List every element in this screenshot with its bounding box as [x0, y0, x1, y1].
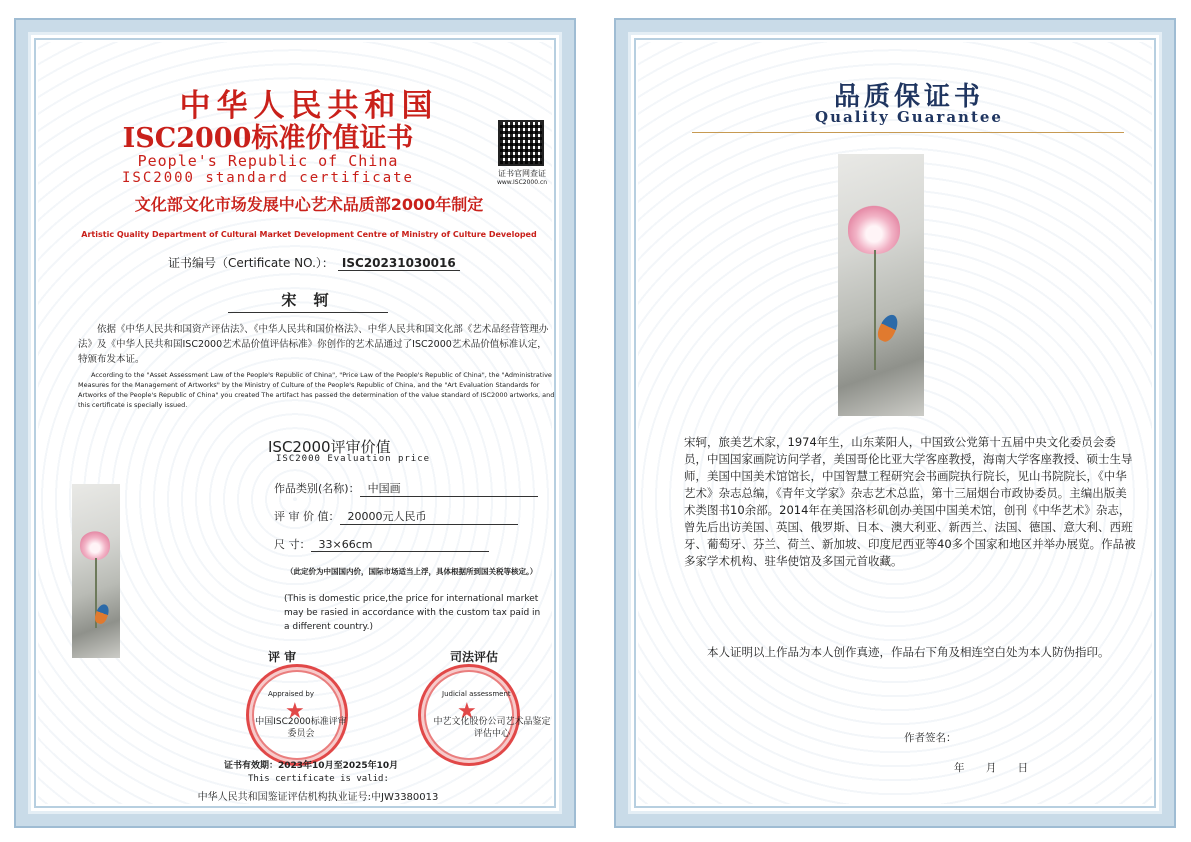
judicial-en: Judicial assessment: [442, 690, 511, 698]
field-value: 33×66cm: [311, 538, 489, 552]
appraised-by-en: Appraised by: [268, 690, 314, 698]
appraise-seal-icon: [246, 664, 348, 766]
title-cn: 中华人民共和国: [179, 88, 439, 124]
note-cn: （此定价为中国国内价，国际市场适当上浮，具体根据所到国关税等核定。）: [286, 567, 538, 576]
field-label: 评 审 价 值：: [274, 510, 340, 523]
qr-code-icon[interactable]: [498, 120, 544, 166]
signature-label: 作者签名：: [904, 732, 957, 744]
field-size: [274, 536, 489, 552]
dept-en: Artistic Quality Department of Cultural Market Development Centre of Ministry of Culture Developed: [81, 230, 537, 239]
title-en2: ISC2000 standard certificate: [121, 170, 414, 186]
field-value: 20000元人民币: [340, 508, 518, 525]
cert-number-label: 证书编号（Certificate NO.）：: [168, 256, 334, 270]
artist-biography: 宋轲，旅美艺术家，1974年生，山东莱阳人，中国致公党第十五届中央文化委员会委员，中国国家画院访问学者，美国哥伦比亚大学客座教授，海南大学客座教授、硕士生导师，美国中国美术馆馆长，中国智慧工程研究会书画院执行院长，见山书院院长，《中华艺术》杂志总编，《青年文学家》杂志艺术总监，第十三届烟台市政协委员。主编出版美术类图书10余部。2014年在美国洛杉矶创办美国中国美术馆，创刊《中华艺术》杂志，曾先后出访美国、英国、俄罗斯、日本、澳大利亚、新西兰、法国、德国、意大利、西班牙、葡萄牙、芬兰、荷兰、新加坡、印度尼西亚等40多个国家和地区并举办展览。作品被多家学术机构、驻华使馆及多国元首收藏。: [684, 435, 1136, 568]
cert-number-row: [168, 254, 460, 271]
painting-thumbnail: [72, 484, 120, 658]
eval-title-en: ISC2000 Evaluation price: [276, 454, 431, 464]
stem-icon: [874, 250, 876, 370]
kingfisher-icon: [875, 312, 901, 344]
quality-title-cn: 品质保证书: [833, 82, 984, 112]
judicial-org-cn: 中艺文化股份公司艺术品鉴定评估中心: [433, 717, 551, 739]
qr-url: www.ISC2000.cn: [496, 179, 548, 186]
field-label: 尺 寸：: [274, 538, 311, 551]
field-label: 作品类别(名称)：: [274, 482, 360, 495]
artist-name: 宋 轲: [228, 289, 388, 313]
field-price: [274, 508, 518, 525]
quality-title-en: Quality Guarantee: [815, 108, 1003, 126]
qr-caption: 证书官网查证: [498, 169, 546, 178]
judicial-label: 司法评估: [450, 650, 499, 664]
date-label: 年 月 日: [954, 762, 1029, 774]
field-category: [274, 480, 538, 497]
eval-title-cn: ISC2000评审价值: [268, 438, 391, 456]
cert-number: ISC20231030016: [338, 256, 460, 271]
lotus-icon: [848, 204, 900, 254]
title-isc: ISC2000标准价值证书: [122, 123, 414, 154]
field-value: 中国画: [360, 480, 538, 497]
license-number: 中华人民共和国鉴证评估机构执业证号:中JW3380013: [197, 792, 439, 803]
judicial-seal-icon: [418, 664, 520, 766]
certificate-right: [614, 18, 1176, 828]
lotus-icon: [80, 530, 110, 560]
star-icon: ★: [457, 699, 477, 724]
certificate-left: [14, 18, 576, 828]
star-icon: ★: [285, 699, 305, 724]
title-en1: People's Republic of China: [137, 152, 399, 170]
painting-image: [838, 154, 924, 416]
title-divider: [692, 132, 1124, 133]
note-en: (This is domestic price,the price for international market may be rasied in accordance with the custom tax paid in a different country.): [284, 594, 541, 632]
paragraph-cn: 依据《中华人民共和国资产评估法》、《中华人民共和国价格法》、中华人民共和国文化部《艺术品经营管理办法》及《中华人民共和国ISC2000艺术品价值评估标准》你创作的艺术品通过了ISC2000艺术品价值标准认定，特颁布发本证。: [78, 324, 549, 365]
appraise-label: 评 审: [268, 650, 297, 664]
paragraph-en: According to the "Asset Assessment Law of the People's Republic of China", "Price Law of the People's Republic of China", the "Administrative Measures for the Management of Artworks" by the Ministry of Culture of the People's Republic of China, and the "Art Evaluation Standards for Artworks of the People's Republic of China" you created The artifact has passed the determination of the value standard of ISC2000 artworks, and this certificate is specially issued.: [78, 371, 555, 409]
authenticity-declaration: 本人证明以上作品为本人创作真迹，作品右下角及相连空白处为本人防伪指印。: [707, 645, 1110, 659]
dept-cn: 文化部文化市场发展中心艺术品质部2000年制定: [134, 195, 484, 214]
appraise-org-cn: 中国ISC2000标准评审委员会: [255, 717, 347, 739]
validity-cn: 证书有效期：2023年10月至2025年10月: [224, 761, 399, 771]
validity-en: This certificate is valid:: [248, 774, 389, 784]
